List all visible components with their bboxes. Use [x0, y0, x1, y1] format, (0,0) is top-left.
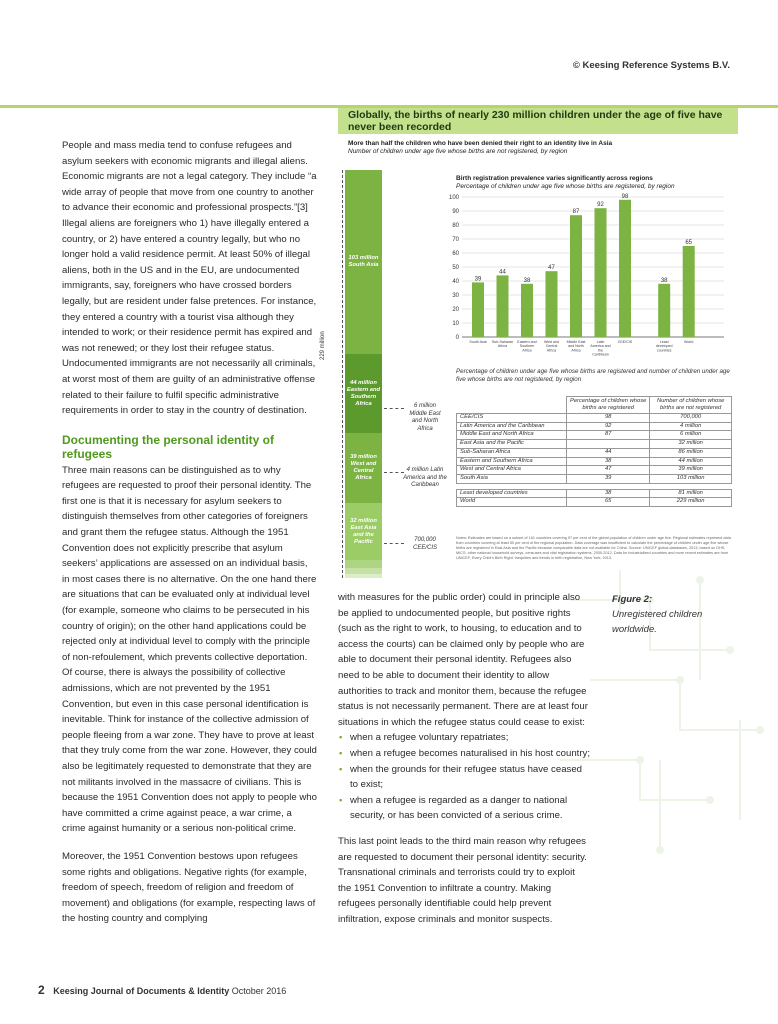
bar-value-label: 38: [660, 277, 668, 284]
bar-value-label: 65: [685, 240, 693, 246]
table-cell-value: 81 million: [650, 489, 732, 498]
x-tick-label: Middle East and North Africa: [566, 340, 586, 353]
table-cell-value: [567, 440, 650, 449]
bar-chart: [448, 192, 733, 362]
y-tick-label: 90: [452, 209, 459, 215]
leader-line: [384, 472, 404, 473]
stack-segment: 39 million West and Central Africa: [345, 433, 382, 503]
journal-name: Keesing Journal of Documents & Identity: [53, 986, 230, 996]
table-cell-value: 38: [567, 457, 650, 466]
bar-value-label: 44: [499, 269, 506, 276]
middle-column: [338, 590, 590, 927]
paragraph: with measures for the public order) could in principle also be applied to undocumented people, but positive rights (such as the right to work, to housing, to education and to access the courts) can be claimed only by people who are able to document their personal identity. Refugees also need to be able to document their identity to allow authorities to track and monitor them, because the refugee status is not necessarily permanent. There are at least four situations in which the refugee status could cease to exist:: [338, 592, 588, 728]
bar: [595, 208, 607, 337]
table-row: [457, 498, 732, 507]
table-header: [457, 397, 567, 414]
bar: [472, 282, 484, 337]
table-row: [457, 448, 732, 457]
table-cell-value: 47: [567, 466, 650, 475]
chart-title-block: [456, 175, 675, 191]
table-cell-region: World: [457, 498, 567, 507]
figure-caption-text: Unregistered children worldwide.: [612, 609, 703, 635]
table-cell-value: 4 million: [650, 422, 732, 431]
bar-value-label: 38: [523, 277, 531, 284]
table-row: [457, 440, 732, 449]
leader-line: [384, 543, 404, 544]
table-cell-value: 103 million: [650, 474, 732, 483]
y-tick-label: 30: [452, 293, 459, 299]
table-cell-value: 38: [567, 489, 650, 498]
bar-value-label: 87: [572, 209, 580, 216]
y-tick-label: 20: [452, 307, 459, 313]
annotation-mena: 6 million Middle East and North Africa: [409, 403, 441, 432]
table-cell-value: 32 million: [650, 440, 732, 449]
table-row: [457, 474, 732, 483]
bullet-list: [338, 730, 590, 824]
bar: [658, 284, 670, 337]
table-cell-region: Least developed countries: [457, 489, 567, 498]
table-cell-region: West and Central Africa: [457, 466, 567, 475]
bar-value-label: 92: [597, 202, 604, 209]
y-tick-label: 80: [452, 223, 459, 229]
x-tick-label: Eastern and Southern Africa: [517, 340, 537, 353]
table-cell-region: South Asia: [457, 474, 567, 483]
table-title: Percentage of children under age five whose births are registered and number of children under age five whose births are not registered, by region: [456, 368, 730, 383]
table-cell-region: Eastern and Southern Africa: [457, 457, 567, 466]
table-cell-value: 86 million: [650, 448, 732, 457]
x-tick-label: CEE/CIS: [617, 340, 633, 344]
issue-date: October 2016: [231, 986, 287, 996]
registration-table: [456, 396, 732, 507]
stack-segment: [345, 574, 382, 578]
chart-title: Birth registration prevalence varies significantly across regions: [456, 175, 653, 182]
list-item: • when a refugee is regarded as a danger to national security, or has been convicted of a serious crime.: [338, 793, 590, 824]
stack-segment: [345, 560, 382, 568]
bar: [619, 200, 631, 337]
bar-value-label: 39: [474, 276, 482, 283]
stack-segment: 32 million East Asia and the Pacific: [345, 503, 382, 560]
table-cell-value: 39: [567, 474, 650, 483]
figure-notes: Notes: Estimates are based on a subset of 161 countries covering 97 per cent of the global population of children under age five. Regional estimates represent data from countries covering at least 50 per cent of the regional population. Data coverage was insufficient to calculate the percentage of children under age five whose births are registered in East Asia and the Pacific because comparable data are not available for China. Source: UNICEF global databases, 2013, based on DHS, MICS, other national household surveys, censuses and vital registration systems, 2000-2012. Data for industrialized countries and more recent estimates are from UNICEF, Every Child's Birth Right: Inequities and trends in birth registration, New York, 2013.: [456, 536, 731, 560]
list-item: • when a refugee voluntary repatriates;: [338, 730, 590, 746]
table-cell-region: Latin America and the Caribbean: [457, 422, 567, 431]
table-cell-value: 229 million: [650, 498, 732, 507]
bar-value-label: 47: [548, 265, 555, 272]
copyright-notice: © Keesing Reference Systems B.V.: [572, 60, 730, 71]
bar-value-label: 98: [621, 193, 629, 200]
table-cell-value: 98: [567, 414, 650, 423]
stack-segment: 44 million Eastern and Southern Africa: [345, 354, 382, 433]
page-number: 2: [38, 983, 45, 997]
figure-subtitle-italic: Number of children under age five whose births are not registered, by region: [348, 148, 568, 155]
bar: [497, 275, 509, 337]
x-tick-label: Latin America and the Caribbean: [590, 340, 611, 357]
table-row: [457, 431, 732, 440]
list-item: • when a refugee becomes naturalised in his host country;: [338, 746, 590, 762]
y-tick-label: 70: [452, 237, 459, 243]
table-header: Number of children whose births are not registered: [650, 397, 732, 414]
annotation-latam: 4 million Latin America and the Caribbean: [403, 467, 447, 488]
bar: [683, 246, 695, 337]
table-header: Percentage of children whose births are registered: [567, 397, 650, 414]
stack-total-label: 229 million: [320, 331, 326, 360]
list-item: • when the grounds for their refugee status have ceased to exist;: [338, 762, 590, 793]
stacked-bar: [345, 170, 382, 578]
paragraph: People and mass media tend to confuse refugees and asylum seekers with economic migrants and illegal aliens. Economic migrants are not a legal category. They include “a wide array of people that move from one country to another to advance their economic and professional prospects.”[3] Illegal aliens are foreigners who 1) have illegally entered a country, or 2) have entered a country legally, but who no longer hold a valid residence permit. At least 50% of illegal aliens, both in the US and in the EU, are undocumented immigrants, say, foreigners who have crossed borders legally, but are resident under false pretences. For instance, they entered a country with a tourist visa although they intended to work; or their residence permit has expired and was not renewed; or they lost their refugee status. Undocumented immigrants are not necessarily all criminals, at worst most of them are guilty of an administrative offense related to their failure to fulfil specific administrative requirements in order to stay in the country of destination.: [62, 140, 317, 417]
bar: [570, 215, 582, 337]
y-tick-label: 40: [452, 279, 459, 285]
leader-line: [384, 408, 404, 409]
table-cell-region: CEE/CIS: [457, 414, 567, 423]
table-row: [457, 414, 732, 423]
table-cell-value: 65: [567, 498, 650, 507]
page-footer: [38, 983, 286, 997]
left-column: [62, 138, 317, 927]
table-cell-value: 39 million: [650, 466, 732, 475]
figure-subtitle-bold: More than half the children who have been denied their right to an identity live in Asia: [348, 140, 613, 147]
figure-caption: [612, 592, 732, 637]
table-cell-value: 92: [567, 422, 650, 431]
table-cell-value: 700,000: [650, 414, 732, 423]
annotation-cee: 700,000 CEE/CIS: [412, 537, 437, 551]
x-tick-label: Least developed countries: [655, 340, 673, 353]
x-tick-label: South Asia: [469, 340, 487, 344]
bar: [521, 284, 533, 337]
figure-label: Figure 2:: [612, 594, 653, 605]
figure-subtitle: [348, 140, 728, 156]
paragraph: Three main reasons can be distinguished as to why refugees are requested to proof their personal identity. The first one is that it is necessary for asylum seekers to distinguish themselves from other categories of foreigners and grant them the refugee status. Although the 1951 Convention does not explicitly prescribe that asylum seekers’ applications are assessed on an individual basis, in most cases there is no alternative. On the one hand there are situations that can be evaluated only at individual level (for example, someone who claims to be persecuted in his country of origin); on the other hand applications could be rejected only at individual level to comply with the principle of non-refoulement, which prevents collective deportation. Of course, there is always the possibility of collective admissions, which are not prevented by the 1951 Convention, but even in this case personal identification is inevitable. Think for instance of the collective admission of people fleeing from a war zone. They have to prove at least that they truly come from the war zone. However, they could also be legitimately requested to demonstrate that they are not militants involved in the massacre of civilians. This is because the 1951 Convention does not apply to people who have committed a crime against peace, a war crime, a crime against humanity or a serious non-political crime.: [62, 464, 317, 835]
section-heading: Documenting the personal identity of refugees: [62, 432, 275, 461]
chart-subtitle: Percentage of children under age five whose births are registered, by region: [456, 183, 675, 190]
y-tick-label: 0: [455, 335, 459, 341]
x-tick-label: Sub-Saharan Africa: [491, 340, 514, 349]
table-cell-region: Sub-Saharan Africa: [457, 448, 567, 457]
bar: [546, 271, 558, 337]
table-cell-value: 6 million: [650, 431, 732, 440]
paragraph: Moreover, the 1951 Convention bestows upon refugees some rights and obligations. Negative rights (for example, freedom of speech, freedom of religion and freedom of movement) and obligations (for example, respecting laws of the hosting country and complying: [62, 850, 316, 925]
paragraph: This last point leads to the third main reason why refugees are requested to document their personal identity: security. Transnational criminals and terrorists could try to exploit the 1951 Convention to infiltrate a country. Making refugees personally identifiable could help prevent infiltration, expose criminals and monitor suspects.: [338, 835, 587, 925]
x-tick-label: World: [684, 340, 694, 344]
table-cell-region: East Asia and the Pacific: [457, 440, 567, 449]
table-cell-region: Middle East and North Africa: [457, 431, 567, 440]
table-row: [457, 422, 732, 431]
table-cell-value: 44 million: [650, 457, 732, 466]
table-row: [457, 457, 732, 466]
y-tick-label: 100: [448, 195, 459, 201]
y-tick-label: 60: [452, 251, 459, 257]
figure-title: Globally, the births of nearly 230 million children under the age of five have never been recorded: [348, 109, 723, 133]
table-row: [457, 466, 732, 475]
y-tick-label: 10: [452, 321, 459, 327]
stack-brace: [342, 170, 344, 578]
stack-segment: 103 million South Asia: [345, 170, 382, 354]
x-tick-label: West and Central Africa: [543, 340, 560, 353]
table-row: [457, 489, 732, 498]
table-cell-value: 44: [567, 448, 650, 457]
y-tick-label: 50: [452, 265, 459, 271]
table-cell-value: 87: [567, 431, 650, 440]
